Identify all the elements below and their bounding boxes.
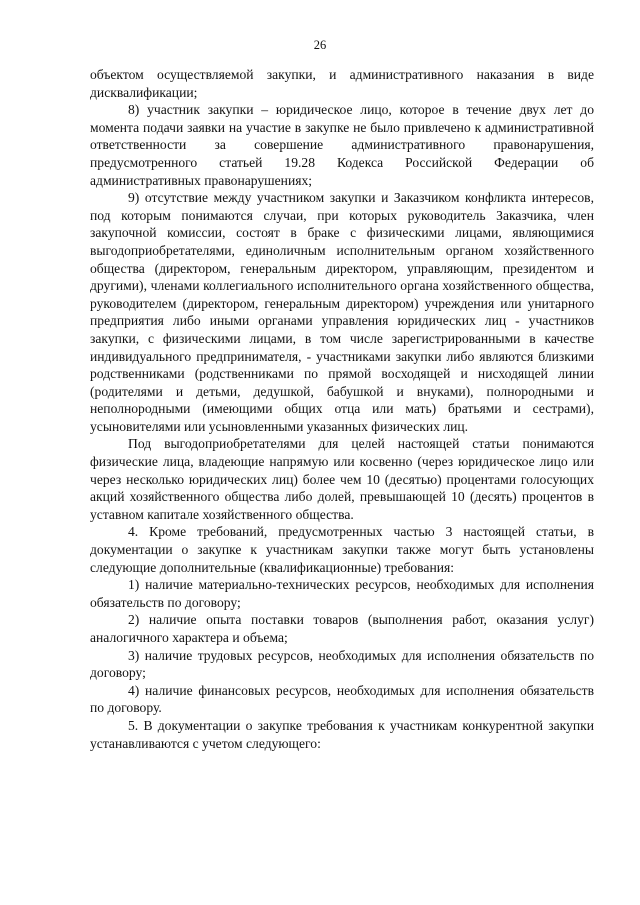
page-number: 26 — [313, 38, 327, 52]
paragraph-continuation: объектом осуществляемой закупки, и административного наказания в виде дисквалификации; — [90, 67, 594, 100]
document-body — [90, 66, 594, 752]
paragraph-req-1: 1) наличие материально-технических ресурсов, необходимых для исполнения обязательств по договору; — [90, 577, 594, 610]
paragraph-section-4: 4. Кроме требований, предусмотренных частью 3 настоящей статьи, в документации о закупке к участникам закупки также могут быть установлены следующие дополнительные (квалификационные) требования: — [90, 524, 594, 575]
paragraph-item-8: 8) участник закупки – юридическое лицо, которое в течение двух лет до момента подачи заявки на участие в закупке не было привлечено к административной ответственности за совершение административного правонарушения, предусмотренного статьей 19.28 Кодекса Российской Федерации об административных правонарушениях; — [90, 102, 594, 188]
paragraph-req-3: 3) наличие трудовых ресурсов, необходимых для исполнения обязательств по договору; — [90, 647, 594, 681]
paragraph-item-9: 9) отсутствие между участником закупки и Заказчиком конфликта интересов, под которым понимаются случаи, при которых руководитель Заказчика, член закупочной комиссии, состоят в браке с физическими лицами, являющимися выгодоприобретателями, единоличным исполнительным органом хозяйственного общества (директором, генеральным директором, управляющим, президентом и другими), членами коллегиального исполнительного органа хозяйственного общества, руководителем (директором, генеральным директором) учреждения или унитарного предприятия либо иными органами управления юридических лиц - участников закупки, с физическими лицами, в том числе зарегистрированными в качестве индивидуального предпринимателя, - участниками закупки либо являются близкими родственниками (родственниками по прямой восходящей и нисходящей линии (родителями и детьми, дедушкой, бабушкой и внуками), полнородными и неполнородными (имеющими общих отца или мать) братьями и сестрами), усыновителями или усыновленными указанных физических лиц. — [90, 190, 594, 434]
paragraph-req-4: 4) наличие финансовых ресурсов, необходимых для исполнения обязательств по договору. — [90, 682, 594, 716]
paragraph-req-2: 2) наличие опыта поставки товаров (выполнения работ, оказания услуг) аналогичного характера и объема; — [90, 612, 594, 645]
paragraph-section-5: 5. В документации о закупке требования к участникам конкурентной закупки устанавливаются с учетом следующего: — [90, 717, 594, 751]
paragraph-beneficiaries-definition: Под выгодоприобретателями для целей настоящей статьи понимаются физические лица, владеющие напрямую или косвенно (через юридическое лицо или через несколько юридических лиц) более чем 10 (десятью) процентами голосующих акций хозяйственного общества либо долей, превышающей 10 (десять) процентов в уставном капитале хозяйственного общества. — [90, 436, 594, 522]
